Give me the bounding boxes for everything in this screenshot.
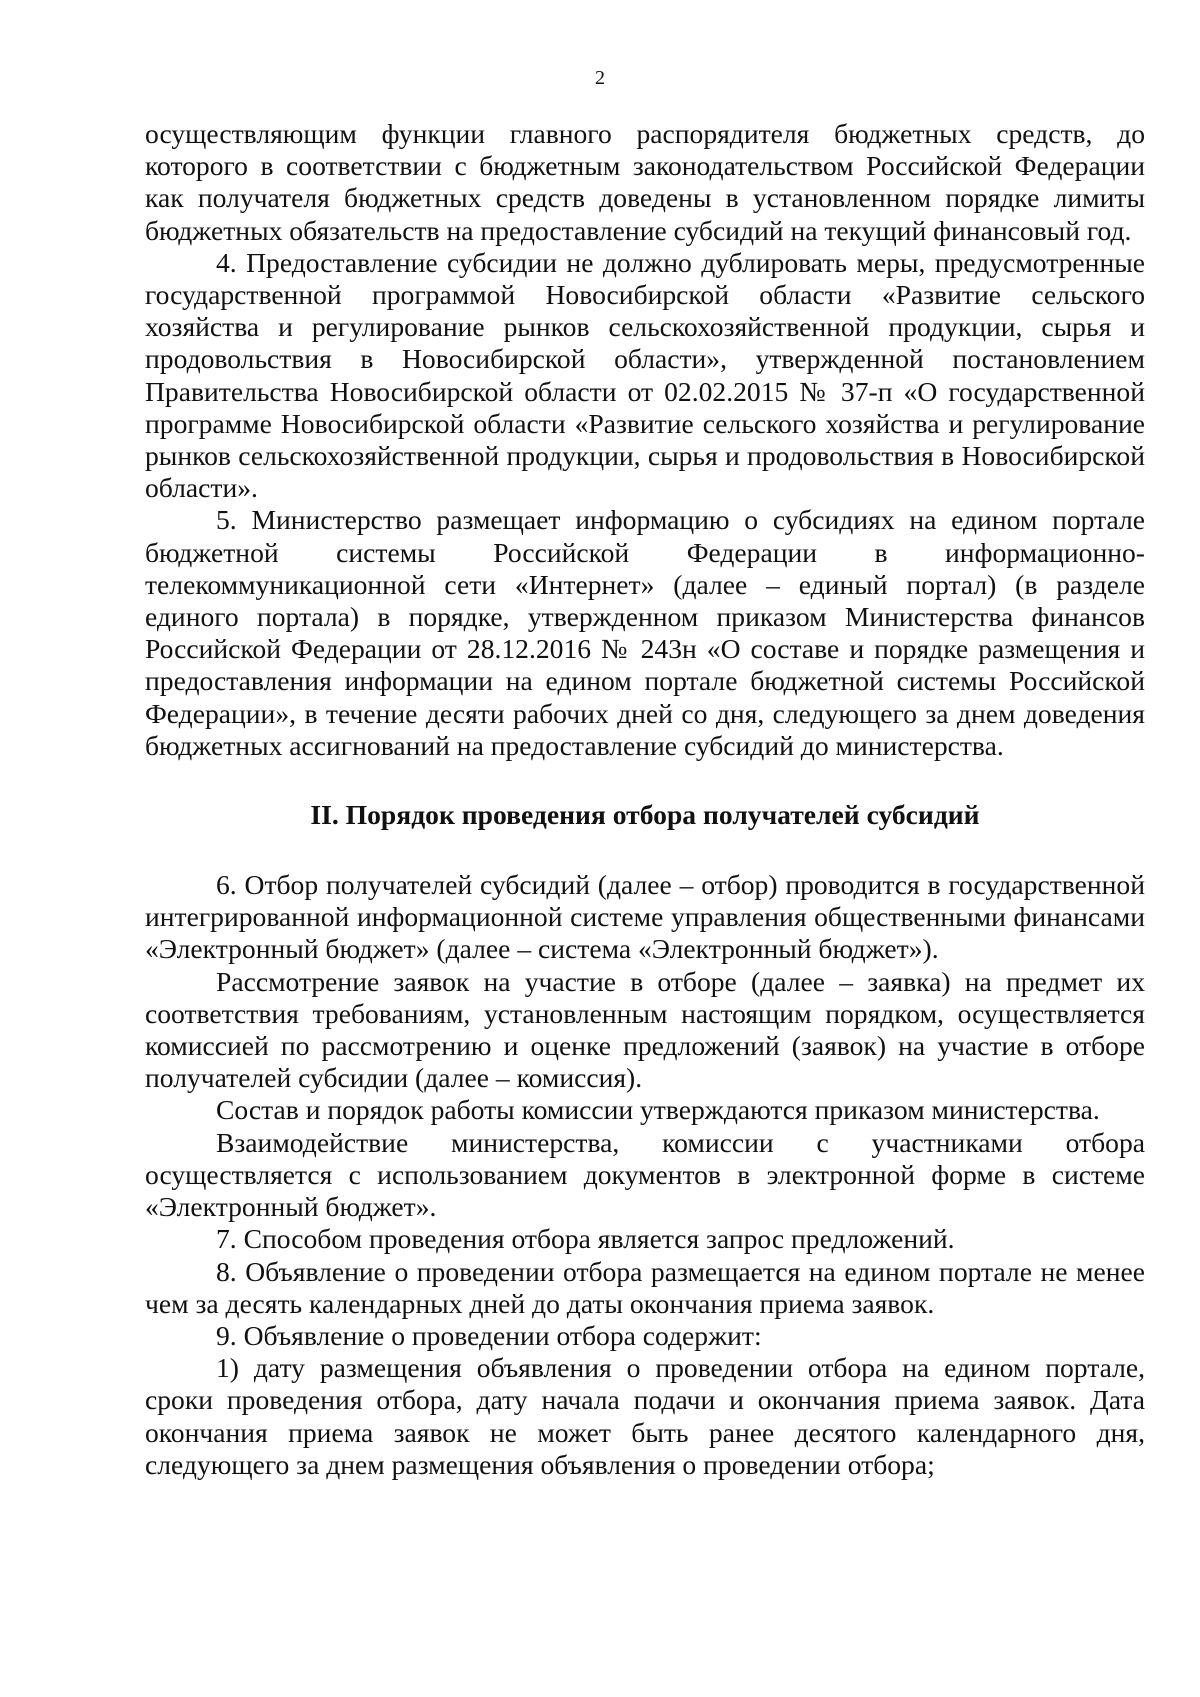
paragraph: 5. Министерство размещает информацию о субсидиях на едином портале бюджетной системы Российской Федерации в информационно-телекоммуникационной сети «Интернет» (далее – единый портал) (в разделе единого портала) в порядке, утвержденном приказом Министерства финансов Российской Федерации от 28.12.2016 № 243н «О составе и порядке размещения и предоставления информации на едином портале бюджетной системы Российской Федерации», в течение десяти рабочих дней со дня, следующего за днем доведения бюджетных ассигнований на предоставление субсидий до министерства. bbox=[145, 504, 1145, 761]
paragraph: Взаимодействие министерства, комиссии с участниками отбора осуществляется с использованием документов в электронной форме в системе «Электронный бюджет». bbox=[145, 1126, 1145, 1223]
paragraph: 4. Предоставление субсидии не должно дублировать меры, предусмотренные государственной программой Новосибирской области «Развитие сельского хозяйства и регулирование рынков сельскохозяйственной продукции, сырья и продовольствия в Новосибирской области», утвержденной постановлением Правительства Новосибирской области от 02.02.2015 № 37-п «О государственной программе Новосибирской области «Развитие сельского хозяйства и регулирование рынков сельскохозяйственной продукции, сырья и продовольствия в Новосибирской области». bbox=[145, 246, 1145, 504]
paragraph: 8. Объявление о проведении отбора размещается на едином портале не менее чем за десять календарных дней до даты окончания приема заявок. bbox=[145, 1255, 1145, 1319]
paragraph: осуществляющим функции главного распорядителя бюджетных средств, до которого в соответствии с бюджетным законодательством Российской Федерации как получателя бюджетных средств доведены в установленном порядке лимиты бюджетных обязательств на предоставление субсидий на текущий финансовый год. bbox=[145, 118, 1145, 246]
document-body bbox=[145, 118, 1145, 1481]
section-heading: II. Порядок проведения отбора получателей субсидий bbox=[310, 799, 980, 831]
paragraph: 6. Отбор получателей субсидий (далее – отбор) проводится в государственной интегрированной информационной системе управления общественными финансами «Электронный бюджет» (далее – система «Электронный бюджет»). bbox=[145, 869, 1145, 965]
paragraphs-after bbox=[145, 869, 1145, 1481]
paragraphs-before bbox=[145, 118, 1145, 762]
page-number: 2 bbox=[595, 67, 605, 89]
paragraph: 7. Способом проведения отбора является запрос предложений. bbox=[216, 1223, 955, 1255]
paragraph: Состав и порядок работы комиссии утверждаются приказом министерства. bbox=[216, 1094, 1100, 1126]
paragraph: 9. Объявление о проведении отбора содержит: bbox=[216, 1319, 762, 1351]
paragraph: 1) дату размещения объявления о проведении отбора на едином портале, сроки проведения отбора, дату начала подачи и окончания приема заявок. Дата окончания приема заявок не может быть ранее десятого календарного дня, следующего за днем размещения объявления о проведении отбора; bbox=[145, 1352, 1145, 1480]
paragraph: Рассмотрение заявок на участие в отборе (далее – заявка) на предмет их соответствия требованиям, установленным настоящим порядком, осуществляется комиссией по рассмотрению и оценке предложений (заявок) на участие в отборе получателей субсидии (далее – комиссия). bbox=[145, 965, 1145, 1094]
